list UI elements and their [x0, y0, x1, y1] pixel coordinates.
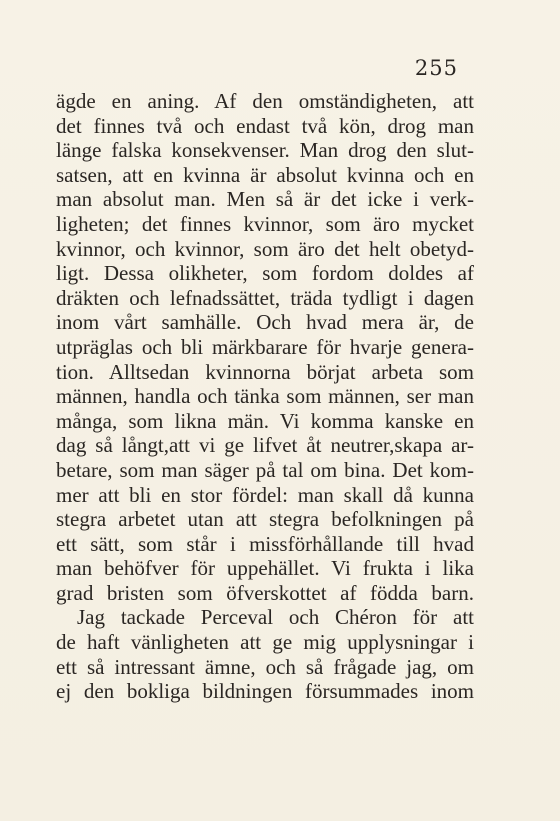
text-line: grad bristen som öfverskottet af födda barn. [56, 580, 474, 605]
text-line: de haft vänligheten att ge mig upplysningar i [56, 630, 474, 655]
text-line: ej den bokliga bildningen försummades inom [56, 679, 474, 704]
text-line: ligheten; det finnes kvinnor, som äro mycket [56, 211, 474, 236]
text-line: kvinnor, och kvinnor, som äro det helt obetyd- [56, 236, 474, 261]
text-line: man absolut man. Men så är det icke i verk- [56, 187, 474, 212]
text-line: ett så intressant ämne, och så frågade jag, om [56, 654, 474, 679]
text-line: ägde en aning. Af den omständigheten, att [56, 89, 474, 113]
text-line: dräkten och lefnadssättet, träda tydligt i dagen [56, 285, 474, 310]
text-line: det finnes två och endast två kön, drog man [56, 113, 474, 138]
text-line: dag så långt,att vi ge lifvet åt neutrer,skapa ar- [56, 433, 474, 458]
text-line: inom vårt samhälle. Och hvad mera är, de [56, 310, 474, 335]
text-line: betare, som man säger på tal om bina. Det kom- [56, 457, 474, 482]
text-line: ett sätt, som står i missförhållande till hvad [56, 531, 474, 556]
text-line: många, som likna män. Vi komma kanske en [56, 408, 474, 433]
text-line: tion. Alltsedan kvinnorna börjat arbeta som [56, 359, 474, 384]
text-line: utpräglas och bli märkbarare för hvarje genera- [56, 334, 474, 359]
page-number: 255 [414, 56, 458, 80]
text-line-paragraph-start: Jag tackade Perceval och Chéron för att [77, 605, 474, 630]
text-line: ligt. Dessa olikheter, som fordom doldes af [56, 261, 474, 286]
text-line: satsen, att en kvinna är absolut kvinna och en [56, 162, 474, 187]
text-line: länge falska konsekvenser. Man drog den slut- [56, 138, 474, 163]
text-line: man behöfver för uppehället. Vi frukta i lika [56, 556, 474, 581]
text-line: männen, handla och tänka som männen, ser man [56, 384, 474, 409]
text-line: stegra arbetet utan att stegra befolkningen på [56, 507, 474, 532]
body-text [56, 89, 474, 704]
text-line: mer att bli en stor fördel: man skall då kunna [56, 482, 474, 507]
